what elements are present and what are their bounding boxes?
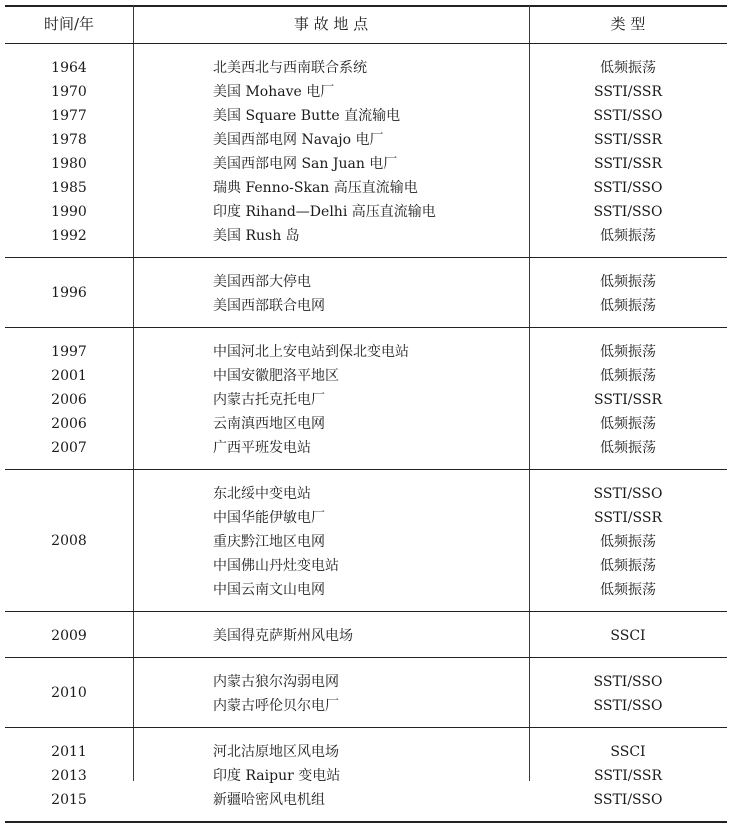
incident-table: [5, 5, 727, 808]
row-location: 中国云南文山电网: [213, 582, 325, 598]
group-separator: [5, 727, 727, 728]
row-year: 2006: [51, 392, 87, 408]
row-location: 印度 Rihand—Delhi 高压直流输电: [213, 204, 436, 220]
row-type: 低频振荡: [600, 368, 656, 384]
row-location: 内蒙古呼伦贝尔电厂: [213, 698, 339, 714]
row-location: 东北绥中变电站: [213, 486, 311, 502]
row-location: 内蒙古托克托电厂: [213, 392, 325, 408]
row-year: 2006: [51, 416, 87, 432]
row-location: 美国西部电网 Navajo 电厂: [213, 132, 384, 148]
row-type: 低频振荡: [600, 534, 656, 550]
group-separator: [5, 469, 727, 470]
row-location: 瑞典 Fenno-Skan 高压直流输电: [213, 180, 418, 196]
row-location: 美国 Rush 岛: [213, 228, 300, 244]
row-location: 美国得克萨斯州风电场: [213, 628, 353, 644]
row-type: SSTI/SSR: [594, 392, 662, 408]
row-year: 1978: [51, 132, 87, 148]
group-separator: [5, 611, 727, 612]
row-type: SSTI/SSO: [593, 792, 663, 808]
row-type: 低频振荡: [600, 582, 656, 598]
row-location: 中国河北上安电站到保北变电站: [213, 344, 409, 360]
group-separator: [5, 257, 727, 258]
row-location: 美国 Square Butte 直流输电: [213, 108, 401, 124]
header-rule: [5, 43, 727, 44]
row-type: SSTI/SSR: [594, 132, 662, 148]
column-divider-1: [133, 5, 134, 781]
row-location: 广西平班发电站: [213, 440, 311, 456]
header-location: 事 故 地 点: [293, 15, 369, 33]
row-year: 1977: [51, 108, 87, 124]
row-type: SSTI/SSR: [594, 768, 662, 784]
row-year: 1997: [51, 344, 87, 360]
row-type: 低频振荡: [600, 344, 656, 360]
row-location: 中国安徽肥洛平地区: [213, 368, 339, 384]
row-type: SSCI: [610, 744, 646, 760]
row-year: 2007: [51, 440, 87, 456]
group-year: 2010: [51, 684, 87, 701]
header-type: 类 型: [610, 15, 646, 33]
row-year: 2001: [51, 368, 87, 384]
group-separator: [5, 657, 727, 658]
row-location: 印度 Raipur 变电站: [213, 768, 341, 784]
row-location: 美国西部联合电网: [213, 298, 325, 314]
row-type: 低频振荡: [600, 60, 656, 76]
header-year: 时间/年: [43, 15, 95, 33]
row-type: 低频振荡: [600, 228, 656, 244]
row-location: 云南滇西地区电网: [213, 416, 325, 432]
group-year: 2008: [51, 532, 87, 549]
row-type: 低频振荡: [600, 298, 656, 314]
row-location: 重庆黔江地区电网: [213, 534, 325, 550]
row-year: 2011: [51, 744, 87, 760]
top-rule: [5, 5, 727, 7]
row-year: 1980: [51, 156, 87, 172]
row-location: 中国佛山丹灶变电站: [213, 558, 339, 574]
row-type: SSTI/SSO: [593, 180, 663, 196]
row-year: 1964: [51, 60, 87, 76]
row-location: 美国西部大停电: [213, 274, 311, 290]
row-year: 2015: [51, 792, 87, 808]
row-location: 内蒙古狼尔沟弱电网: [213, 674, 339, 690]
row-type: SSTI/SSR: [594, 510, 662, 526]
row-year: 2013: [51, 768, 87, 784]
row-type: SSTI/SSO: [593, 674, 663, 690]
row-type: SSTI/SSO: [593, 486, 663, 502]
row-year: 1990: [51, 204, 87, 220]
group-year: 1996: [51, 284, 87, 301]
row-location: 新疆哈密风电机组: [213, 792, 325, 808]
row-location: 北美西北与西南联合系统: [213, 60, 367, 76]
row-location: 河北沽原地区风电场: [213, 744, 339, 760]
row-year: 1992: [51, 228, 87, 244]
row-type: SSTI/SSR: [594, 84, 662, 100]
row-type: SSTI/SSR: [594, 156, 662, 172]
row-type: SSCI: [610, 628, 646, 644]
row-location: 中国华能伊敏电厂: [213, 510, 325, 526]
row-year: 1985: [51, 180, 87, 196]
group-separator: [5, 327, 727, 328]
row-year: 1970: [51, 84, 87, 100]
row-type: 低频振荡: [600, 416, 656, 432]
row-type: SSTI/SSO: [593, 204, 663, 220]
row-type: 低频振荡: [600, 440, 656, 456]
row-type: SSTI/SSO: [593, 108, 663, 124]
row-type: 低频振荡: [600, 558, 656, 574]
row-type: SSTI/SSO: [593, 698, 663, 714]
row-type: 低频振荡: [600, 274, 656, 290]
row-location: 美国 Mohave 电厂: [213, 84, 335, 100]
row-year: 2009: [51, 628, 87, 644]
row-location: 美国西部电网 San Juan 电厂: [213, 156, 398, 172]
